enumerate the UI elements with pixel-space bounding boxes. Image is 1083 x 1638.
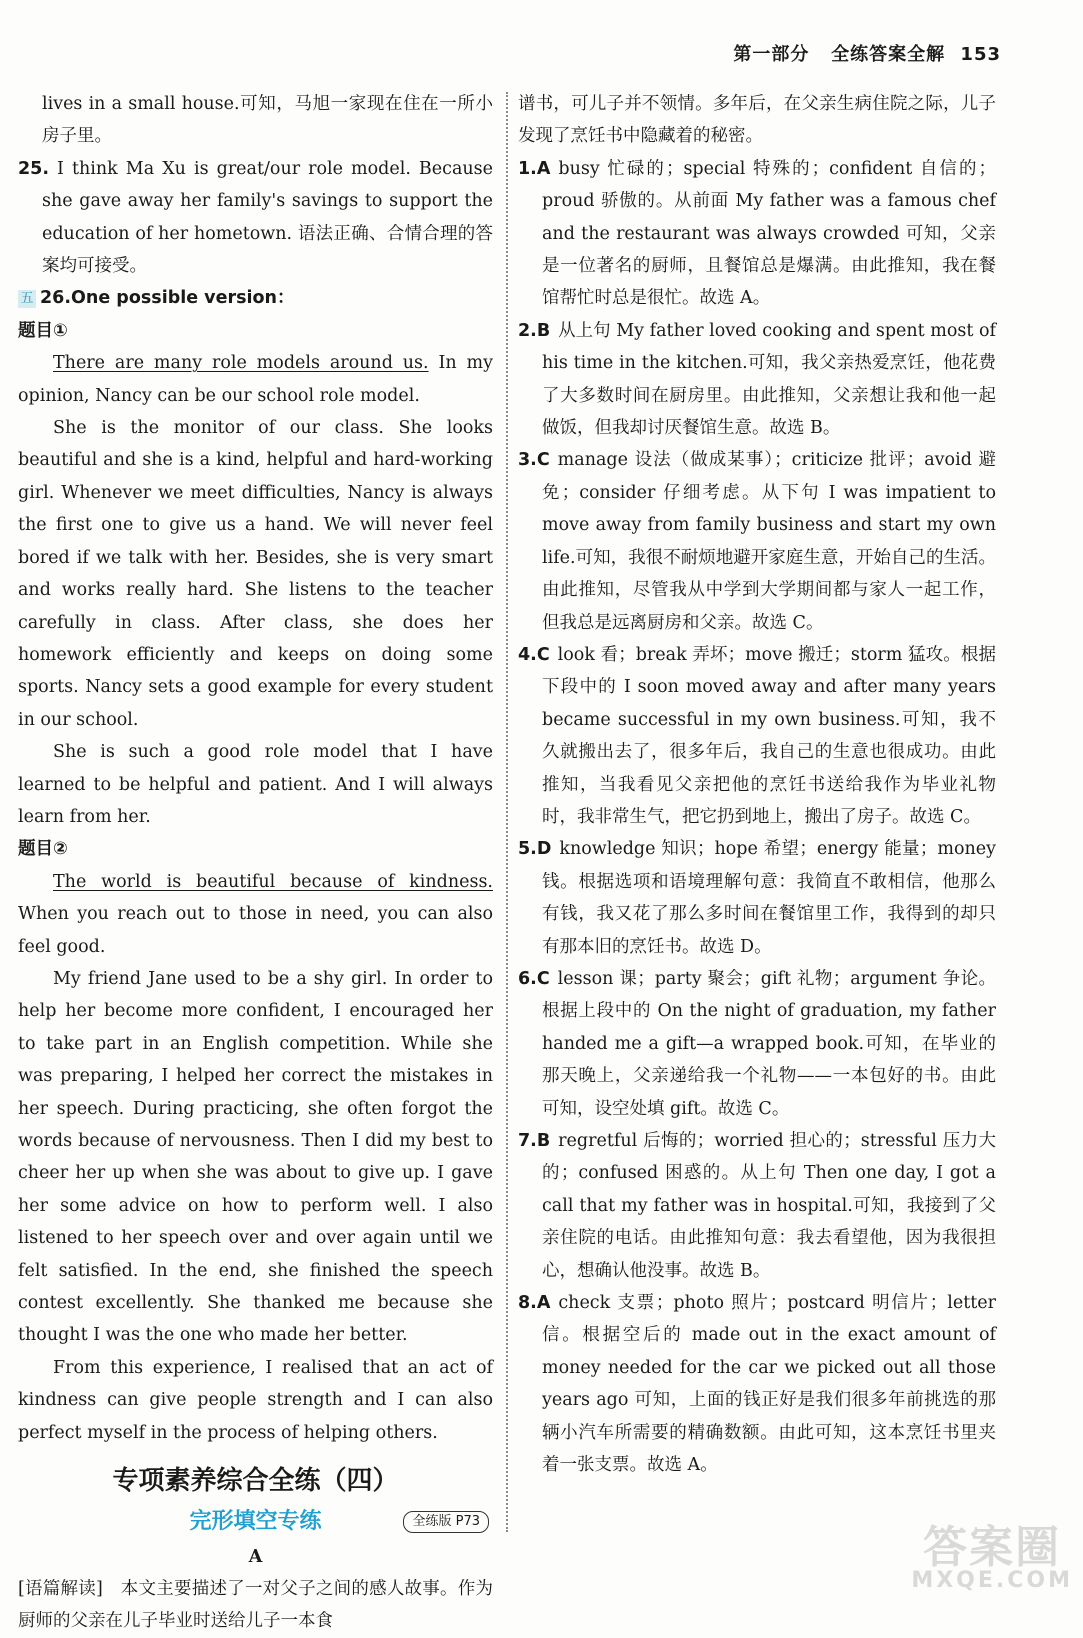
topic-1-paragraph-3: She is such a good role model that I have learned to be helpful and patient. And I will always learn from her. bbox=[18, 742, 493, 827]
section-title: 专项素养综合全练（四） bbox=[112, 1466, 399, 1497]
item-25-number: 25. bbox=[18, 158, 50, 179]
watermark-logo bbox=[911, 1522, 1073, 1593]
answer-number: 4.C bbox=[518, 644, 550, 665]
header-title: 全练答案全解 bbox=[831, 44, 946, 65]
answer-text: manage 设法（做成某事）；criticize 批评；avoid 避免；consider 仔细考虑。从下句 I was impatient to move away from family business and start my own life.可知，我很不耐烦地避开家庭生意，开始自己的生活。由此推知，尽管我从中学到大学期间都与家人一起工作，但我总是远离厨房和父亲。故选 C。 bbox=[542, 450, 996, 633]
topic-2-label: 题目② bbox=[18, 839, 68, 860]
answer-text: knowledge 知识；hope 希望；energy 能量；money 钱。根据选项和语境理解句意：我简直不敢相信，他那么有钱，我又花了那么多时间在餐馆里工作，我得到的却只有那本旧的烹饪书。故选 D。 bbox=[542, 839, 996, 957]
item-26-heading bbox=[18, 282, 493, 314]
answer-item bbox=[518, 833, 996, 963]
item-26-number: 26. bbox=[40, 288, 72, 309]
item-24-continuation: lives in a small house.可知，马旭一家现在住在一所小房子里。 bbox=[42, 94, 493, 147]
answer-item bbox=[518, 1125, 996, 1287]
item-26-title: One possible version： bbox=[71, 288, 295, 309]
topic-2-paragraph-1-rest: When you reach out to those in need, you can also feel good. bbox=[18, 904, 493, 957]
answer-item bbox=[518, 963, 996, 1125]
answer-item bbox=[518, 315, 996, 445]
answer-text: 从上句 My father loved cooking and spent most of his time in the kitchen.可知，我父亲热爱烹饪，他花费了大多数时间在厨房里。由此推知，父亲想让我和他一起做饭，但我却讨厌餐馆生意。故选 B。 bbox=[542, 320, 996, 439]
answer-text: busy 忙碌的；special 特殊的；confident 自信的；proud 骄傲的。从前面 My father was a famous chef and the restaurant was always crowded 可知，父亲是一位著名的厨师，且餐馆总是爆满。由此推知，我在餐馆帮忙时总是很忙。故选 A。 bbox=[542, 158, 996, 309]
right-column bbox=[518, 88, 996, 1481]
answer-number: 7.B bbox=[518, 1131, 551, 1151]
reference-badge: 全练版 P73 bbox=[403, 1511, 489, 1533]
topic-1-label: 题目① bbox=[18, 320, 68, 341]
item-25-text: I think Ma Xu is great/our role model. Because she gave away her family's savings to support the education of her hometown. 语法正确、合情合理的答案均可接受。 bbox=[42, 158, 493, 277]
passage-analysis: [语篇解读] 本文主要描述了一对父子之间的感人故事。作为厨师的父亲在儿子毕业时送给儿子一本食 bbox=[18, 1579, 493, 1632]
column-divider bbox=[506, 92, 508, 1532]
watermark-url: MXQE.COM bbox=[911, 1568, 1073, 1593]
answer-item bbox=[518, 639, 996, 833]
topic-2-paragraph-2: My friend Jane used to be a shy girl. In order to help her become more confident, I encouraged her to take part in an English competition. While she was preparing, I helped her correct the mistakes in her speech. During practicing, she often forgot the words because of nervousness. Then I did my best to cheer her up when she was about to give up. I gave her some advice on how to perform well. I also listened to her speech over and over again until we felt satisfied. In the end, she finished the speech contest excellently. She thanked me because she thought I was the one who made her better. bbox=[18, 968, 493, 1346]
running-header bbox=[733, 40, 1001, 66]
answer-text: regretful 后悔的；worried 担心的；stressful 压力大的；confused 困惑的。从上句 Then one day, I got a call that my father was in hospital.可知，我接到了父亲住院的电话。由此推知句意：我去看望他，因为我很担心，想确认他没事。故选 B。 bbox=[542, 1131, 996, 1281]
topic-2-paragraph-3: From this experience, I realised that an act of kindness can give people strength and I can also perfect myself in the process of helping others. bbox=[18, 1357, 493, 1443]
answer-number: 1.A bbox=[518, 158, 551, 179]
section-five-tag: 五 bbox=[18, 290, 36, 308]
topic-1-paragraph-1-rest: In my opinion, Nancy can be our school role model. bbox=[18, 353, 493, 406]
part-label: A bbox=[248, 1547, 263, 1568]
answer-number: 6.C bbox=[518, 968, 550, 989]
topic-1-paragraph-2: She is the monitor of our class. She looks beautiful and she is a kind, helpful and hard-working girl. Whenever we meet difficulties, Nancy is always the first one to give us a hand. We will never feel bored if we talk with her. Besides, she is very smart and works really hard. She listens to the teacher carefully in class. After class, she does her homework efficiently and keeps on doing some sports. Nancy sets a good example for every student in our school. bbox=[18, 418, 493, 730]
subsection-row bbox=[18, 1503, 493, 1541]
answer-text: look 看；break 弄坏；move 搬迁；storm 猛攻。根据下段中的 I soon moved away and after many years became successful in my own business.可知，我不久就搬出去了，很多年后，我自己的生意也很成功。由此推知，当我看见父亲把他的烹饪书送给我作为毕业礼物时，我非常生气，把它扔到地上，搬出了房子。故选 C。 bbox=[542, 644, 996, 827]
answer-item bbox=[518, 1287, 996, 1481]
answer-number: 5.D bbox=[518, 839, 552, 860]
left-column bbox=[18, 88, 493, 1638]
topic-1-paragraph-1 bbox=[18, 347, 493, 412]
answer-item bbox=[518, 153, 996, 315]
subsection-title: 完形填空专练 bbox=[189, 1509, 322, 1535]
watermark-text: 答案圈 bbox=[923, 1522, 1062, 1573]
page-number: 153 bbox=[960, 44, 1001, 65]
analysis-continuation: 谱书，可儿子并不领情。多年后，在父亲生病住院之际，儿子发现了烹饪书中隐藏着的秘密。 bbox=[518, 94, 996, 147]
answer-number: 8.A bbox=[518, 1293, 551, 1314]
answer-text: lesson 课；party 聚会；gift 礼物；argument 争论。根据上段中的 On the night of graduation, my father handed me a gift—a wrapped book.可知，在毕业的那天晚上，父亲递给我一个礼物——一本包好的书。由此可知，设空处填 gift。故选 C。 bbox=[542, 968, 996, 1119]
header-section: 第一部分 bbox=[733, 44, 810, 65]
answer-number: 2.B bbox=[518, 320, 551, 341]
topic-2-topic-sentence: The world is beautiful because of kindness. bbox=[53, 871, 493, 892]
topic-1-topic-sentence: There are many role models around us. bbox=[53, 353, 429, 374]
item-25 bbox=[18, 153, 493, 283]
topic-2-paragraph-1 bbox=[18, 866, 493, 963]
answer-text: check 支票；photo 照片；postcard 明信片；letter 信。根据空后的 made out in the exact amount of money needed for the car we picked out all those years ago 可知，上面的钱正好是我们很多年前挑选的那辆小汽车所需要的精确数额。由此可知，这本烹饪书里夹着一张支票。故选 A。 bbox=[542, 1293, 996, 1476]
answer-number: 3.C bbox=[518, 450, 550, 471]
answer-item bbox=[518, 444, 996, 638]
